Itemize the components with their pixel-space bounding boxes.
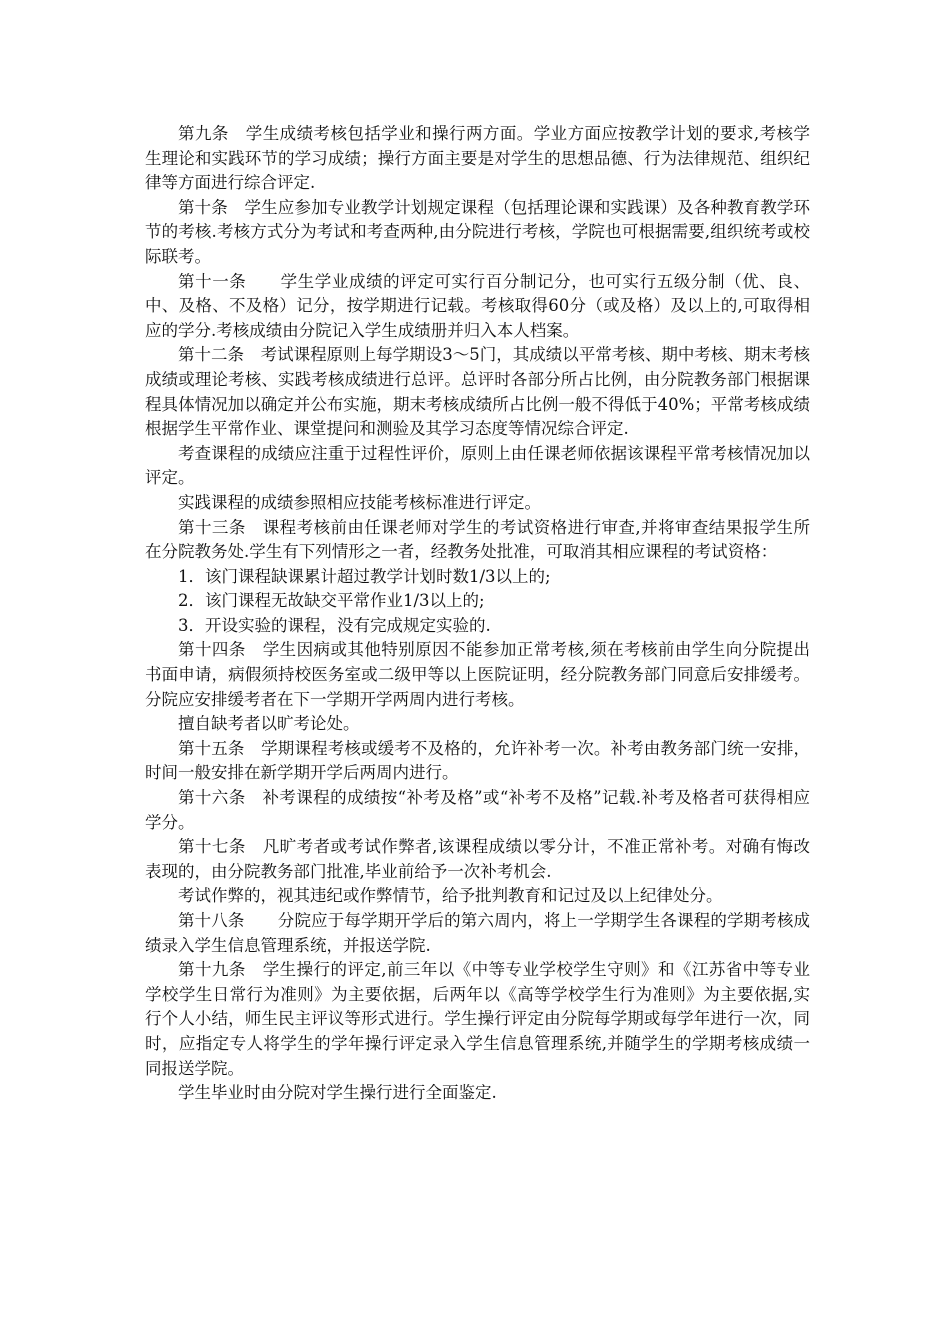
article-17-paragraph: 第十七条 凡旷考者或考试作弊者,该课程成绩以零分计，不准正常补考。对确有悔改表现的，由分院教务部门批准,毕业前给予一次补考机会. bbox=[145, 837, 810, 881]
article-13-item-1: 1．该门课程缺课累计超过教学计划时数1/3以上的; bbox=[178, 566, 551, 586]
article-17-cheating-note: 考试作弊的，视其违纪或作弊情节，给予批判教育和记过及以上纪律处分。 bbox=[178, 886, 723, 906]
document-body bbox=[145, 122, 810, 1106]
article-13-item-3: 3．开设实验的课程，没有完成规定实验的. bbox=[178, 615, 491, 635]
article-19-graduation-note: 学生毕业时由分院对学生操行进行全面鉴定. bbox=[178, 1083, 497, 1103]
article-12-practice-courses: 实践课程的成绩参照相应技能考核标准进行评定。 bbox=[178, 492, 541, 512]
article-11-paragraph: 第十一条 学生学业成绩的评定可实行百分制记分，也可实行五级分制（优、良、中、及格、不及格）记分，按学期进行记载。考核取得60分（或及格）及以上的,可取得相应的学分.考核成绩由分院记入学生成绩册并归入本人档案。 bbox=[145, 271, 810, 340]
article-9-paragraph: 第九条 学生成绩考核包括学业和操行两方面。学业方面应按教学计划的要求,考核学生理论和实践环节的学习成绩；操行方面主要是对学生的思想品德、行为法律规范、组织纪律等方面进行综合评定. bbox=[145, 124, 810, 193]
article-13-item-2: 2．该门课程无故缺交平常作业1/3以上的; bbox=[178, 591, 485, 611]
article-15-paragraph: 第十五条 学期课程考核或缓考不及格的，允许补考一次。补考由教务部门统一安排，时间一般安排在新学期开学后两周内进行。 bbox=[145, 738, 810, 783]
article-12-paragraph: 第十二条 考试课程原则上每学期设3～5门，其成绩以平常考核、期中考核、期末考核成绩或理论考核、实践考核成绩进行总评。总评时各部分所占比例，由分院教务部门根据课程具体情况加以确定并公布实施，期末考核成绩所占比例一般不得低于40%；平常考核成绩根据学生平常作业、课堂提问和测验及其学习态度等情况综合评定. bbox=[145, 345, 810, 439]
article-14-absence-note: 擅自缺考者以旷考论处。 bbox=[178, 714, 360, 734]
article-12-inspection-courses: 考查课程的成绩应注重于过程性评价，原则上由任课老师依据该课程平常考核情况加以评定。 bbox=[145, 443, 810, 488]
article-19-paragraph: 第十九条 学生操行的评定,前三年以《中等专业学校学生守则》和《江苏省中等专业学校学生日常行为准则》为主要依据，后两年以《高等学校学生行为准则》为主要依据,实行个人小结，师生民主评议等形式进行。学生操行评定由分院每学期或每学年进行一次，同时，应指定专人将学生的学年操行评定录入学生信息管理系统,并随学生的学期考核成绩一同报送学院。 bbox=[145, 960, 810, 1078]
article-18-paragraph: 第十八条 分院应于每学期开学后的第六周内，将上一学期学生各课程的学期考核成绩录入学生信息管理系统，并报送学院. bbox=[145, 911, 810, 955]
article-16-paragraph: 第十六条 补考课程的成绩按“补考及格”或“补考不及格”记载.补考及格者可获得相应学分。 bbox=[145, 788, 810, 832]
article-14-paragraph: 第十四条 学生因病或其他特别原因不能参加正常考核,须在考核前由学生向分院提出书面申请，病假须持校医务室或二级甲等以上医院证明，经分院教务部门同意后安排缓考。分院应安排缓考者在下一学期开学两周内进行考核。 bbox=[145, 640, 810, 709]
article-10-paragraph: 第十条 学生应参加专业教学计划规定课程（包括理论课和实践课）及各种教育教学环节的考核.考核方式分为考试和考查两种,由分院进行考核，学院也可根据需要,组织统考或校际联考。 bbox=[145, 197, 810, 266]
article-13-paragraph: 第十三条 课程考核前由任课老师对学生的考试资格进行审查,并将审查结果报学生所在分院教务处.学生有下列情形之一者，经教务处批准，可取消其相应课程的考试资格： bbox=[145, 517, 810, 562]
